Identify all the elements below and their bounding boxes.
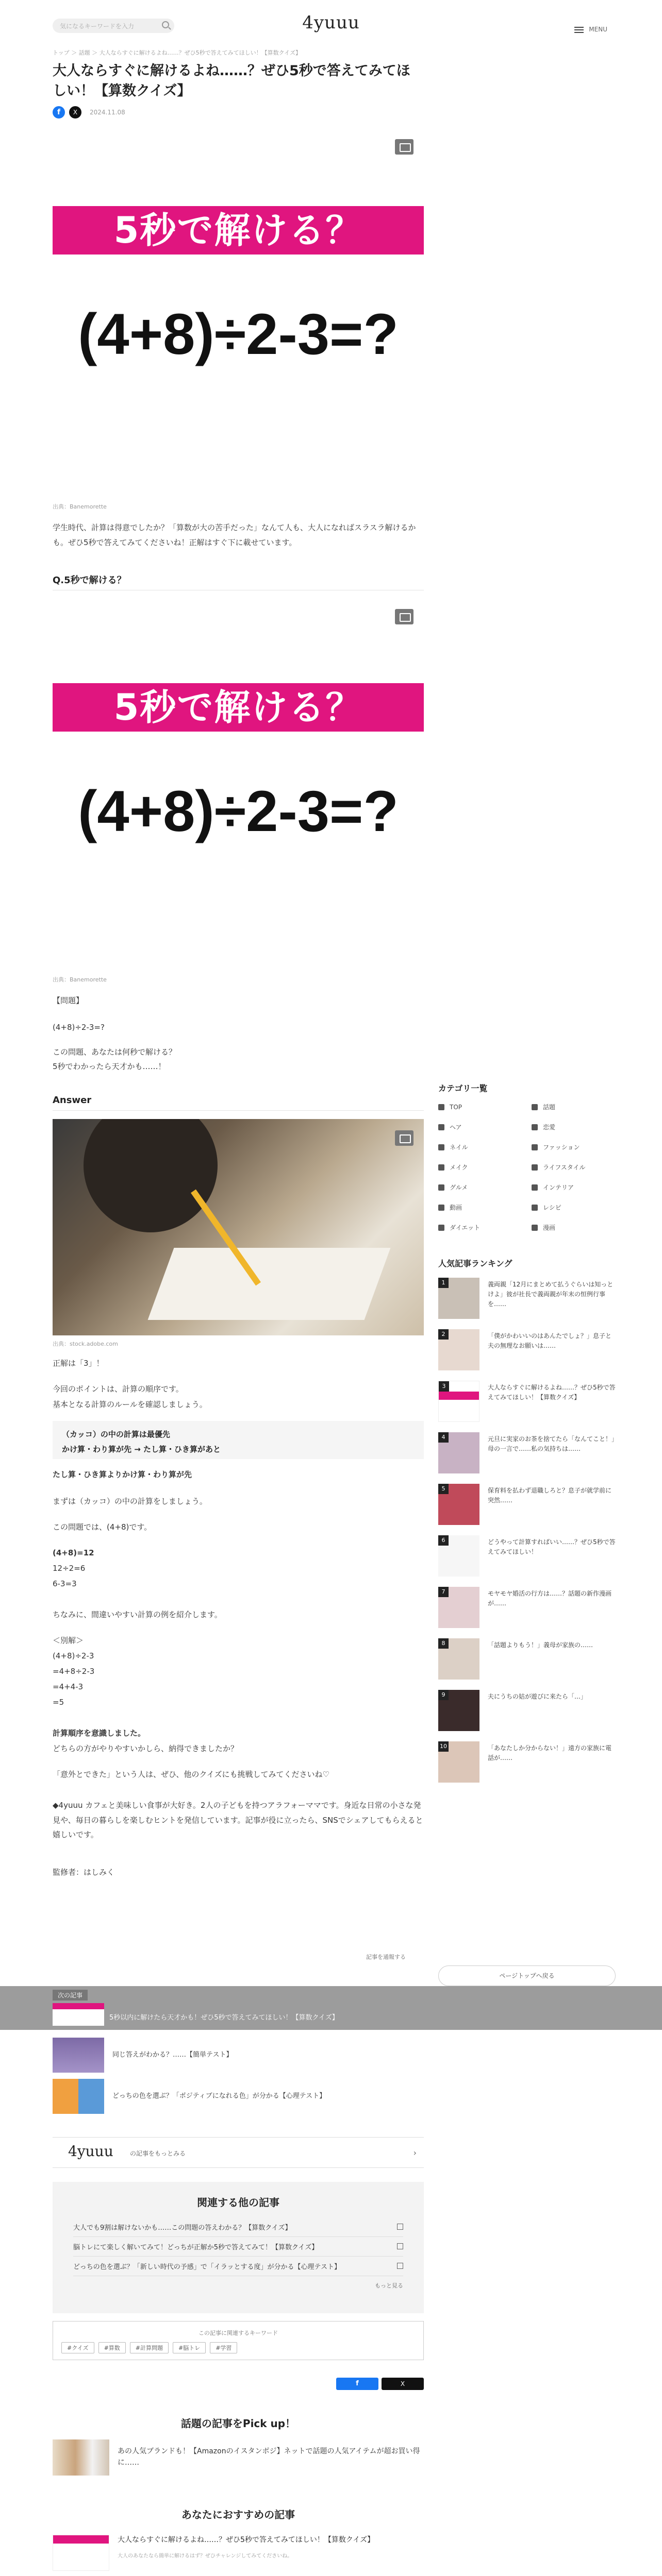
ranking-text: 夫にうちの姑が遊びに来たら「…」 [488, 1693, 587, 1700]
site-header [0, 0, 662, 41]
external-link-icon [397, 2243, 403, 2249]
category-icon [532, 1104, 538, 1110]
menu-button[interactable] [574, 26, 607, 33]
category-label: 恋愛 [543, 1124, 556, 1131]
mini-title: 同じ答えがわかる？……【簡単テスト】 [112, 2051, 233, 2059]
wrong-step: =4+8÷2-3 [53, 1667, 95, 1676]
share-row [53, 106, 125, 118]
hamburger-icon [574, 29, 584, 30]
ranking-text: 元旦に実家のお茶を捨てたら「なんてこと！」母の一言で……私の気持ちは…… [488, 1435, 615, 1453]
next-article-thumbnail [53, 2003, 104, 2026]
page-title: 大人ならすぐに解けるよね……？ぜひ5秒で答えてみてほしい！【算数クイズ】 [53, 63, 410, 99]
report-link[interactable]: 記事を通報する [366, 1954, 406, 1960]
closing-text: どちらの方がやりやすいかしら、納得できましたか？ [53, 1744, 239, 1753]
mini-title: どっちの色を選ぶ？「ポジティブになれる色」が分かる【心理テスト】 [112, 2092, 326, 2100]
ranking-text: 義両親「12月にまとめて払うぐらいは知っとけよ」彼が社長で義両親が年末の恒例行事を…… [488, 1281, 614, 1308]
external-link-icon [397, 2263, 403, 2269]
category-item[interactable] [438, 1163, 522, 1172]
external-link-icon [397, 2224, 403, 2230]
recommend-title: 大人ならすぐに解けるよね……？ぜひ5秒で答えてみてほしい！【算数クイズ】 [118, 2536, 375, 2544]
publish-date: 2024.11.08 [90, 109, 125, 116]
ranking-number: 6 [438, 1535, 449, 1546]
ranking-text: 「あなたしか分からない！」遠方の家族に電話が…… [488, 1744, 612, 1762]
category-item[interactable] [532, 1103, 616, 1111]
follow-text: の記事をもっとみる [130, 2150, 186, 2157]
category-label: 動画 [450, 1204, 462, 1211]
wrong-label: ＜別解＞ [53, 1636, 84, 1645]
mini-article[interactable] [53, 2038, 424, 2073]
pickup-title: あの人気ブランドも！【Amazonのイスタンボジ】ネットで話題の人気アイテムが超お買い得に…… [118, 2447, 420, 2467]
category-icon [438, 1184, 444, 1191]
ranking-number: 8 [438, 1638, 449, 1649]
category-label: メイク [450, 1164, 468, 1171]
related-item[interactable] [73, 2257, 403, 2276]
ranking-item[interactable] [438, 1484, 616, 1525]
ranking-item[interactable] [438, 1638, 616, 1680]
ranking-thumbnail [438, 1690, 479, 1731]
keyword-tag[interactable]: #学習 [210, 2342, 237, 2353]
step-text: 6-3=3 [53, 1579, 77, 1588]
category-icon [438, 1225, 444, 1231]
recommend-heading: あなたにおすすめの記事 [181, 2509, 295, 2521]
mini-thumbnail [53, 2079, 104, 2114]
related-title: どっちの色を選ぶ？「新しい時代の予感」で「イラッとする度」が分かる【心理テスト】 [73, 2263, 341, 2271]
related-articles [53, 2182, 424, 2313]
explain-text: 基本となる計算のルールを確認しましょう。 [53, 1400, 207, 1409]
quiz-equation: (4+8)÷2-3=? [78, 302, 399, 366]
ranking-number: 5 [438, 1484, 449, 1494]
category-item[interactable] [438, 1123, 522, 1131]
category-item[interactable] [532, 1163, 616, 1172]
category-label: グルメ [450, 1184, 468, 1191]
ranking-text: 大人ならすぐに解けるよね……？ぜひ5秒で答えてみてほしい！【算数クイズ】 [488, 1384, 616, 1401]
answer-heading: Answer [53, 1095, 92, 1106]
pickup-item[interactable] [53, 2439, 424, 2476]
ranking-item[interactable] [438, 1278, 616, 1319]
ranking-thumbnail [438, 1329, 479, 1370]
quiz-equation: (4+8)÷2-3=? [78, 779, 399, 843]
keyword-tags [61, 2342, 415, 2353]
category-label: ライフスタイル [543, 1164, 586, 1171]
problem-equation: (4+8)÷2-3=? [53, 1023, 105, 1032]
category-label: ネイル [450, 1144, 468, 1151]
problem-prompt: この問題、あなたは何秒で解ける？ [53, 1047, 177, 1057]
category-label: レシピ [543, 1204, 561, 1211]
category-label: ヘア [450, 1124, 462, 1131]
explain-text: まずは（カッコ）の中の計算をしましょう。 [53, 1497, 207, 1506]
ranking-item[interactable] [438, 1381, 616, 1422]
explain-text: 今回のポイントは、計算の順序です。 [53, 1384, 184, 1394]
category-icon [438, 1164, 444, 1171]
search-placeholder: 気になるキーワードを入力 [60, 23, 135, 30]
category-label: ダイエット [450, 1224, 481, 1231]
related-title: 脳トレにて楽しく解いてみて！どっちが正解か5秒で答えてみて！【算数クイズ】 [73, 2244, 319, 2251]
image-source: 出典：Banemorette [53, 976, 107, 983]
wrong-step: =4+4-3 [53, 1682, 84, 1691]
category-label: 話題 [543, 1104, 556, 1111]
wrong-step: =5 [53, 1698, 64, 1707]
ranking-number: 9 [438, 1690, 449, 1700]
keyword-box [53, 2321, 424, 2360]
keyword-tag[interactable]: #計算問題 [130, 2342, 169, 2353]
category-item[interactable] [438, 1223, 522, 1232]
ranking-number: 3 [439, 1381, 449, 1392]
category-icon [532, 1124, 538, 1130]
category-icon [532, 1225, 538, 1231]
ranking-text: どうやって計算すればいい……？ぜひ5秒で答えてみてほしい！ [488, 1538, 616, 1556]
related-item[interactable] [73, 2237, 403, 2257]
category-icon [532, 1144, 538, 1150]
next-article-title[interactable]: 5秒以内に解けたら天才かも！ぜひ5秒で答えてみてほしい！【算数クイズ】 [109, 2014, 339, 2022]
ranking-thumbnail [438, 1484, 479, 1525]
ranking-item[interactable] [438, 1690, 616, 1731]
step-text: 12÷2=6 [53, 1564, 86, 1573]
chevron-right-icon: › [413, 2148, 417, 2158]
intro-text: 学生時代、計算は得意でしたか？「算数が大の苦手だった」なんて人も、大人になればスラスラ解けるかも。ぜひ5秒で答えてみてくださいね！正解はすぐ下に載せています。 [53, 523, 416, 547]
keyword-tag[interactable]: #クイズ [61, 2342, 94, 2353]
thumb-band [53, 2003, 104, 2009]
next-article-label: 次の記事 [53, 1990, 88, 2001]
wrong-step: (4+8)÷2-3 [53, 1651, 94, 1660]
supervisor: 監修者：はしみく [53, 1868, 115, 1877]
ranking-number: 7 [438, 1587, 449, 1597]
category-icon [438, 1144, 444, 1150]
category-icon [438, 1104, 444, 1110]
ranking-thumbnail [438, 1741, 479, 1783]
related-item[interactable] [73, 2217, 403, 2237]
question-heading: Q.5秒で解ける？ [53, 575, 126, 586]
related-heading: 関連する他の記事 [197, 2196, 279, 2209]
rule-text: かけ算・わり算が先 → たし算・ひき算があと [62, 1444, 221, 1454]
ranking-heading: 人気記事ランキング [438, 1259, 512, 1268]
category-label: TOP [450, 1103, 462, 1111]
ranking-thumbnail [438, 1535, 479, 1577]
image-source: 出典：Banemorette [53, 503, 107, 510]
explain-text: この問題では、(4+8)です。 [53, 1522, 152, 1532]
closing-text: 計算順序を意識しました。 [53, 1728, 146, 1738]
divider [53, 1110, 424, 1111]
recommend-desc: 大人のあなたなら簡単に解けるはず？ぜひチャレンジしてみてくださいね。 [118, 2553, 293, 2559]
pickup-thumbnail [53, 2439, 109, 2476]
quiz-band-text: 5秒で解ける？ [53, 683, 424, 732]
photo-shape [148, 1248, 391, 1320]
ranking-thumb-band [439, 1392, 479, 1400]
quiz-band-text: 5秒で解ける？ [53, 206, 424, 255]
breadcrumb[interactable]: トップ ＞ 話題 ＞ 大人ならすぐに解けるよね……？ぜひ5秒で答えてみてほしい！【算数クイズ】 [53, 49, 301, 56]
rule-text: （カッコ）の中の計算は最優先 [62, 1430, 170, 1439]
page-top-button[interactable]: ページトップへ戻る [438, 1965, 616, 1986]
category-icon [532, 1205, 538, 1211]
ranking-thumbnail [438, 1381, 479, 1422]
recommend-item[interactable] [53, 2535, 424, 2576]
ranking-item[interactable] [438, 1535, 616, 1577]
answer-photo [53, 1119, 424, 1335]
category-icon [532, 1184, 538, 1191]
ranking-number: 4 [438, 1432, 449, 1443]
ranking-thumbnail [438, 1278, 479, 1319]
category-label: 漫画 [543, 1224, 556, 1231]
category-list [438, 1103, 616, 1232]
quiz-image [53, 206, 424, 422]
category-item[interactable] [438, 1203, 522, 1212]
quiz-image [53, 683, 424, 900]
facebook-icon[interactable]: f [53, 106, 65, 118]
closing-text: 「意外とできた」という人は、ぜひ、他のクイズにも挑戦してみてくださいね♡ [53, 1770, 329, 1779]
category-icon [438, 1205, 444, 1211]
category-item[interactable] [532, 1143, 616, 1151]
keyword-tag[interactable]: #算数 [98, 2342, 126, 2353]
ranking-text: モヤモヤ婚活の行方は……？話題の新作漫画が…… [488, 1590, 612, 1607]
thumb-band [53, 2535, 109, 2544]
x-icon[interactable]: X [69, 106, 81, 118]
category-item[interactable] [438, 1103, 522, 1111]
keyword-tag[interactable]: #脳トレ [173, 2342, 206, 2353]
explain-text: ちなみに、間違いやすい計算の例を紹介します。 [53, 1610, 222, 1619]
category-item[interactable] [438, 1183, 522, 1192]
mini-thumbnail [53, 2038, 104, 2073]
x-share-button[interactable]: X [382, 2378, 424, 2390]
ranking-item[interactable] [438, 1587, 616, 1628]
keyword-heading: この記事に関連するキーワード [198, 2330, 278, 2336]
rule-text: たし算・ひき算よりかけ算・わり算が先 [53, 1470, 192, 1479]
problem-prompt-2: 5秒でわかったら天才かも……！ [53, 1062, 166, 1071]
ranking-number: 2 [438, 1329, 449, 1340]
follow-logo: 4yuuu [68, 2143, 113, 2160]
problem-label: 【問題】 [53, 996, 84, 1005]
mini-article[interactable] [53, 2079, 424, 2114]
category-item[interactable] [532, 1203, 616, 1212]
ranking-thumbnail [438, 1587, 479, 1628]
follow-box[interactable] [53, 2137, 424, 2168]
clip-icon[interactable] [395, 1130, 413, 1146]
category-item[interactable] [438, 1143, 522, 1151]
category-icon [532, 1164, 538, 1171]
ranking-number: 10 [438, 1741, 449, 1752]
photo-shape [84, 1119, 218, 1232]
ranking-number: 1 [438, 1278, 449, 1288]
related-title: 大人でも9割は解けないかも……この問題の答えわかる？【算数クイズ】 [73, 2224, 292, 2232]
category-icon [438, 1124, 444, 1130]
category-heading: カテゴリ一覧 [438, 1083, 488, 1093]
answer-text: 正解は「3」！ [53, 1359, 104, 1368]
search-icon[interactable] [162, 21, 169, 28]
ranking-text: 「僕がかわいいのはあんたでしょ？」息子と夫の無理なお願いは…… [488, 1332, 612, 1350]
clip-icon[interactable] [395, 139, 413, 155]
rule-box [53, 1421, 424, 1459]
site-logo[interactable]: 4yuuu [302, 12, 360, 33]
ranking-item[interactable] [438, 1432, 616, 1473]
facebook-share-button[interactable]: f [336, 2378, 378, 2390]
writer-note: ◆4yuuu カフェと美味しい食事が大好き。2人の子どもを持つアラフォーママです。身近な日常の小さな発見や、毎日の暮らしを楽しむヒントを発信しています。記事が役に立ったら、SNSでシェアしてもらえると嬉しいです。 [53, 1801, 423, 1839]
ranking-text: 「話題よりもう！」義母が家族の…… [488, 1641, 593, 1649]
menu-label: MENU [589, 26, 607, 33]
image-source: 出典：stock.adobe.com [53, 1341, 118, 1347]
ranking-item[interactable] [438, 1329, 616, 1370]
category-label: ファッション [543, 1144, 580, 1151]
category-item[interactable] [532, 1123, 616, 1131]
clip-icon[interactable] [395, 609, 413, 624]
category-item[interactable] [532, 1223, 616, 1232]
ranking-item[interactable] [438, 1741, 616, 1783]
related-more-link[interactable]: もっと見る [375, 2282, 403, 2289]
step-text: (4+8)=12 [53, 1548, 94, 1557]
recommend-thumbnail [53, 2535, 109, 2571]
search-input[interactable] [53, 19, 174, 33]
ranking-thumbnail [438, 1432, 479, 1473]
ranking-thumbnail [438, 1638, 479, 1680]
ranking-text: 保育料を払わず退職しろと？息子が就学前に突然…… [488, 1487, 612, 1504]
category-item[interactable] [532, 1183, 616, 1192]
pickup-heading: 話題の記事をPick up！ [180, 2417, 296, 2430]
category-label: インテリア [543, 1184, 574, 1191]
